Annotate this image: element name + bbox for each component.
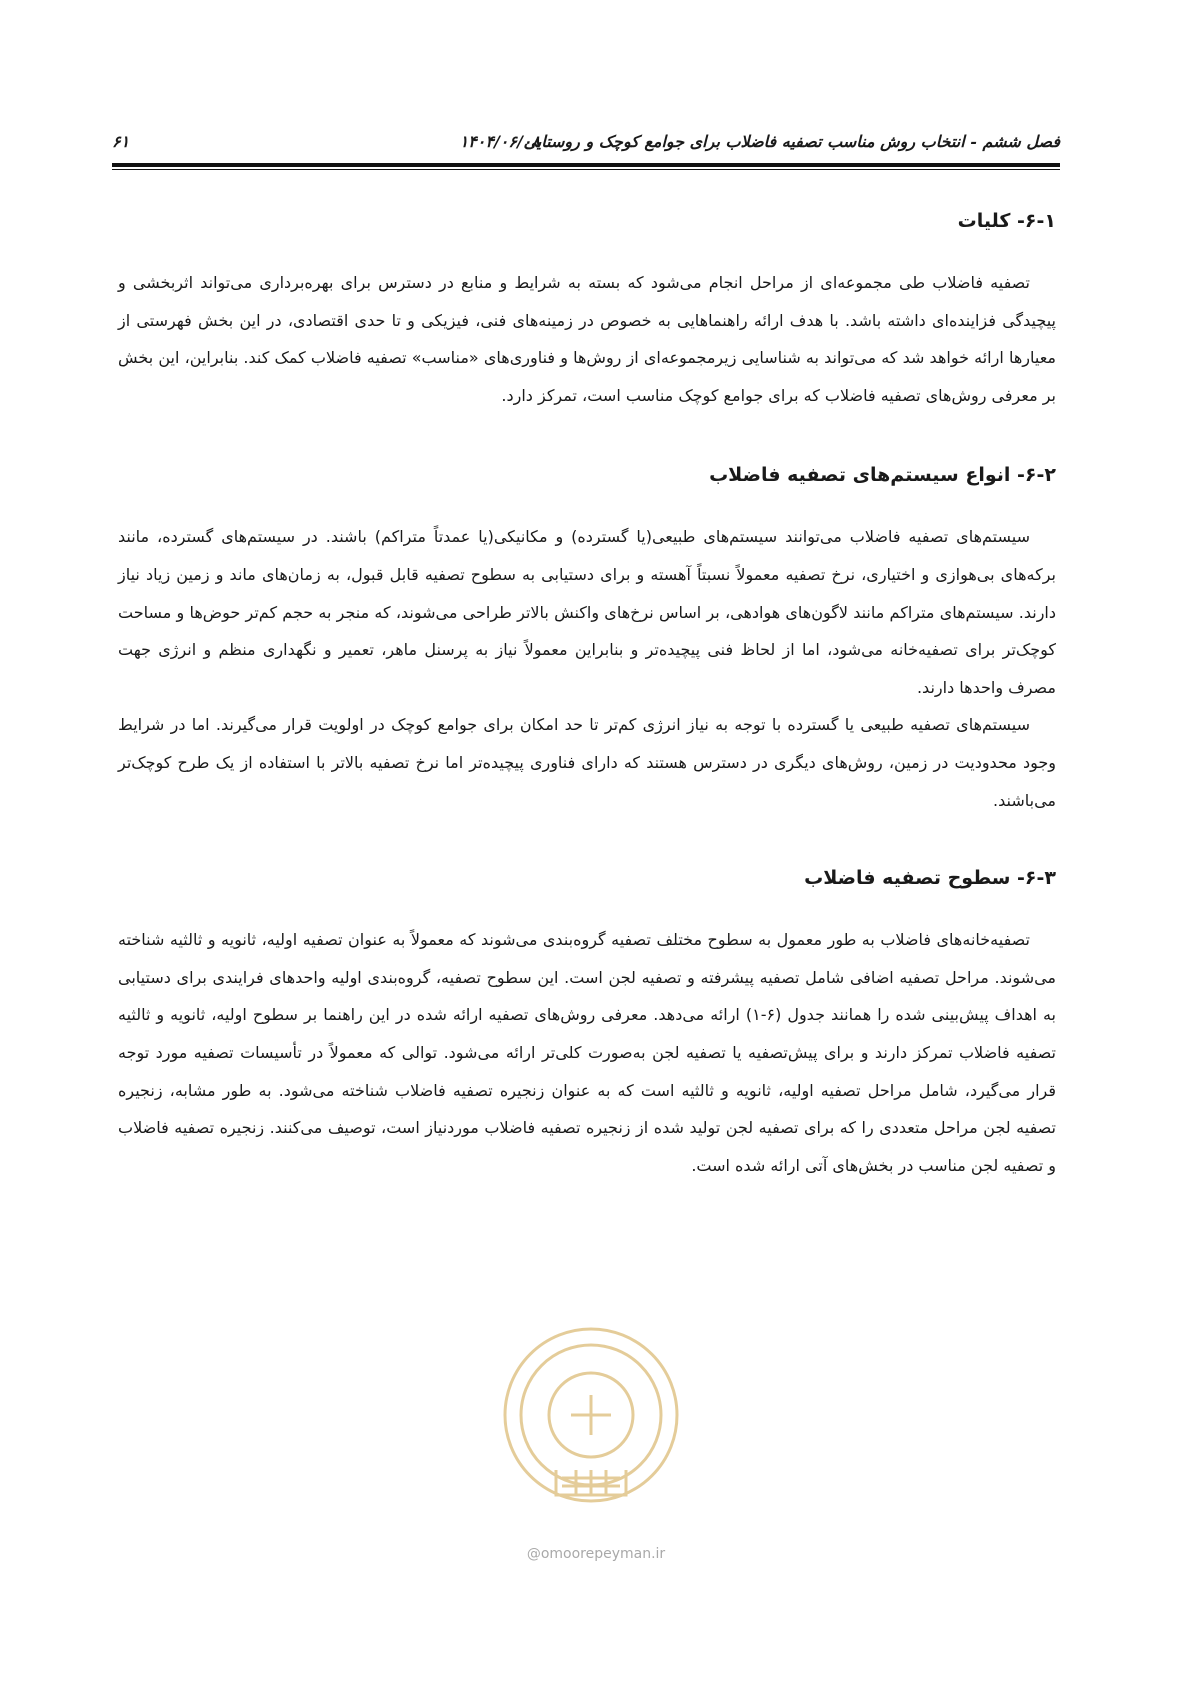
page-content: [118, 208, 1056, 1184]
watermark-seal-icon: [496, 1320, 686, 1520]
paragraph: تصفیه فاضلاب طی مجموعه‌ای از مراحل انجام می‌شود که بسته به شرایط و منابع در دسترس برای بهره‌برداری می‌تواند اثربخشی و پیچیدگی فزاینده‌ای داشته باشد. با هدف ارائه راهنماهایی به خصوص در زمینه‌های فنی، فیزیکی و تا حدی اقتصادی، در این بخش فهرستی از معیارها ارائه خواهد شد که می‌تواند به شناسایی زیرمجموعه‌ای از روش‌ها و فناوری‌های «مناسب» تصفیه فاضلاب کمک کند. بنابراین، این بخش بر معرفی روش‌های تصفیه فاضلاب که برای جوامع کوچک مناسب است، تمرکز دارد.: [118, 273, 1056, 405]
section-heading-general: ۶-۱- کلیات: [957, 210, 1056, 232]
header-title: فصل ششم - انتخاب روش مناسب تصفیه فاضلاب برای جوامع کوچک و روستایی: [523, 132, 1060, 151]
section-heading-treatment-levels: ۶-۳- سطوح تصفیه فاضلاب: [804, 867, 1056, 890]
watermark-url: @omoorepeyman.ir: [526, 1546, 666, 1562]
page-number: ۶۱: [112, 132, 130, 151]
header-rule-thick: [112, 163, 1060, 167]
paragraph: سیستم‌های تصفیه طبیعی یا گسترده با توجه به نیاز انرژی کم‌تر تا حد امکان برای جوامع کوچک در اولویت قرار می‌گیرند. اما در شرایط وجود محدودیت در زمین، روش‌های دیگری در دسترس هستند که دارای فناوری پیچیده‌تر اما نرخ تصفیه بالاتر با استفاده از یک طرح کوچک‌تر می‌باشند.: [118, 715, 1056, 810]
header-rule-thin: [112, 169, 1060, 170]
section-heading-system-types: ۶-۲- انواع سیستم‌های تصفیه فاضلاب: [709, 464, 1056, 487]
paragraph: تصفیه‌خانه‌های فاضلاب به طور معمول به سطوح مختلف تصفیه گروه‌بندی می‌شوند که معمولاً به عنوان تصفیه اولیه، ثانویه و ثالثیه شناخته می‌شوند. مراحل تصفیه اضافی شامل تصفیه پیشرفته و تصفیه لجن است. این سطوح تصفیه، گروه‌بندی اولیه واحدهای فرایندی برای دستیابی به اهداف پیش‌بینی شده را همانند جدول (۶-۱) ارائه می‌دهد. معرفی روش‌های تصفیه ارائه شده در این راهنما بر سطوح اولیه، ثانویه و ثالثیه تصفیه فاضلاب تمرکز دارند و برای پیش‌تصفیه یا تصفیه لجن به‌صورت کلی‌تر ارائه می‌شود. توالی که معمولاً در تأسیسات تصفیه مورد توجه قرار می‌گیرد، شامل مراحل تصفیه اولیه، ثانویه و ثالثیه است که به عنوان زنجیره تصفیه فاضلاب شناخته می‌شود. به طور مشابه، زنجیره تصفیه لجن مراحل متعددی را که برای تصفیه لجن تولید شده از زنجیره تصفیه فاضلاب موردنیاز است، توصیف می‌کنند. زنجیره تصفیه فاضلاب و تصفیه لجن مناسب در بخش‌های آتی ارائه شده است.: [118, 930, 1056, 1175]
header-date: ۱۴۰۴/۰۶/۰۸: [459, 132, 540, 151]
running-header: [112, 128, 1060, 162]
paragraph: سیستم‌های تصفیه فاضلاب می‌توانند سیستم‌های طبیعی(یا گسترده) و مکانیکی(یا عمدتاً متراکم) باشند. در سیستم‌های گسترده، مانند برکه‌های بی‌هوازی و اختیاری، نرخ تصفیه معمولاً نسبتاً آهسته و برای دستیابی به سطوح تصفیه قابل قبول، به زمان‌های ماند و زمین زیاد نیاز دارند. سیستم‌های متراکم مانند لاگون‌های هوادهی، بر اساس نرخ‌های واکنش بالاتر طراحی می‌شوند، که منجر به حجم کم‌تر حوض‌ها و مساحت کوچک‌تر برای تصفیه‌خانه می‌شود، اما از لحاظ فنی پیچیده‌تر و بنابراین معمولاً نیاز به پرسنل ماهر، تعمیر و نگهداری منظم و انرژی جهت مصرف واحدها دارند.: [118, 527, 1056, 697]
